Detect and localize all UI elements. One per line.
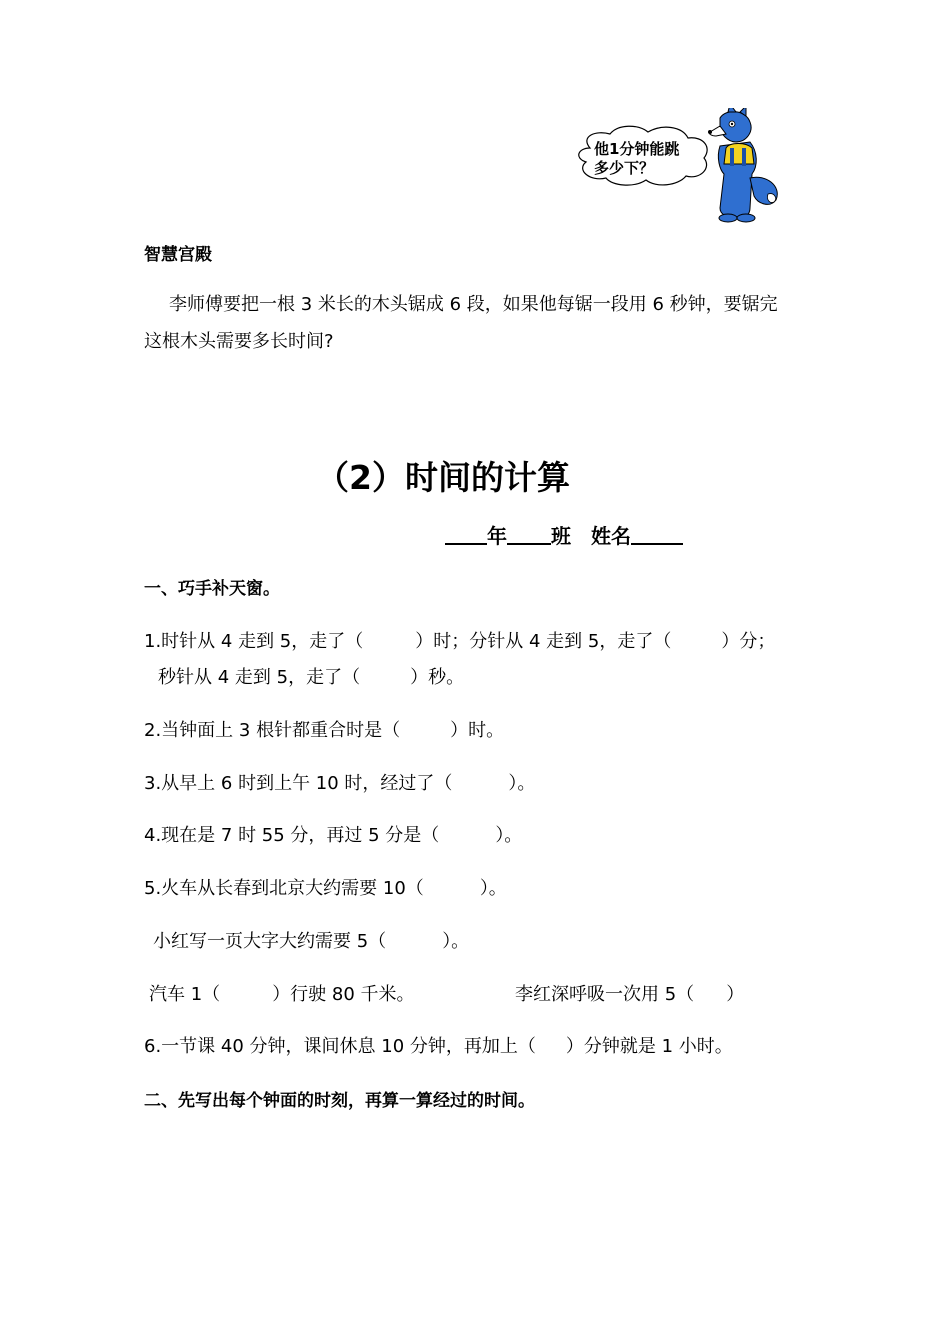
class-label: 班 [551,524,571,548]
question-5-text-e: 汽车 1（ [149,984,221,1005]
question-3 [144,769,535,795]
question-5-text-c: 小红写一页大字大约需要 5（ [153,931,387,952]
question-2-text-a: 2.当钟面上 3 根针都重合时是（ [144,720,401,741]
question-4 [144,821,522,847]
question-1-text-a: 1.时针从 4 走到 5，走了（ [144,631,364,652]
name-blank[interactable] [631,523,683,545]
question-5-text-f: ）行驶 80 千米。 [272,984,415,1005]
section-2-heading: 二、先写出每个钟面的时刻，再算一算经过的时间。 [144,1091,535,1111]
section-1-heading: 一、巧手补天窗。 [144,579,280,599]
question-6 [144,1032,733,1058]
question-5-line-2 [153,927,469,953]
year-blank[interactable] [445,523,487,545]
question-4-text-a: 4.现在是 7 时 55 分，再过 5 分是（ [144,825,440,846]
question-5-text-a: 5.火车从长春到北京大约需要 10（ [144,878,424,899]
question-5-line-3b [515,980,744,1006]
wisdom-paragraph-line-2: 这根木头需要多长时间? [144,331,334,352]
wisdom-paragraph-line-1: 李师傅要把一根 3 米长的木头锯成 6 段，如果他每锯一段用 6 秒钟，要锯完 [169,294,778,315]
question-5-line-3a [149,980,415,1006]
question-3-text-b: ）。 [508,773,536,794]
name-label: 姓名 [591,524,631,548]
class-blank[interactable] [507,523,551,545]
question-2-text-b: ）时。 [450,720,505,741]
page-title: （2）时间的计算 [316,458,570,497]
speech-bubble-line-2: 多少下？ [594,159,655,177]
question-6-text-a: 6.一节课 40 分钟，课间休息 10 分钟，再加上（ [144,1036,536,1057]
question-5-text-g: 李红深呼吸一次用 5（ [515,984,695,1005]
question-5-text-h: ） [726,984,745,1005]
question-1-text-d: 秒针从 4 走到 5，走了（ [158,667,361,688]
question-6-text-b: ）分钟就是 1 小时。 [565,1036,733,1057]
student-info-line [445,520,683,549]
question-1-text-e: ）秒。 [410,667,465,688]
year-label: 年 [487,524,507,548]
speech-bubble [594,140,679,178]
question-2 [144,716,504,742]
speech-bubble-line-1: 他1分钟能跳 [594,140,680,158]
question-5-text-d: ）。 [442,931,470,952]
question-5-text-b: ）。 [479,878,507,899]
mascot-illustration [570,108,785,226]
question-1-line-1 [144,627,775,653]
question-1-text-c: ）分； [721,631,776,652]
question-1-line-2 [158,663,464,689]
wisdom-heading: 智慧宫殿 [144,245,212,265]
question-1-text-b: ）时；分针从 4 走到 5，走了（ [415,631,672,652]
question-4-text-b: ）。 [495,825,523,846]
question-5-line-1 [144,874,507,900]
question-3-text-a: 3.从早上 6 时到上午 10 时，经过了（ [144,773,453,794]
